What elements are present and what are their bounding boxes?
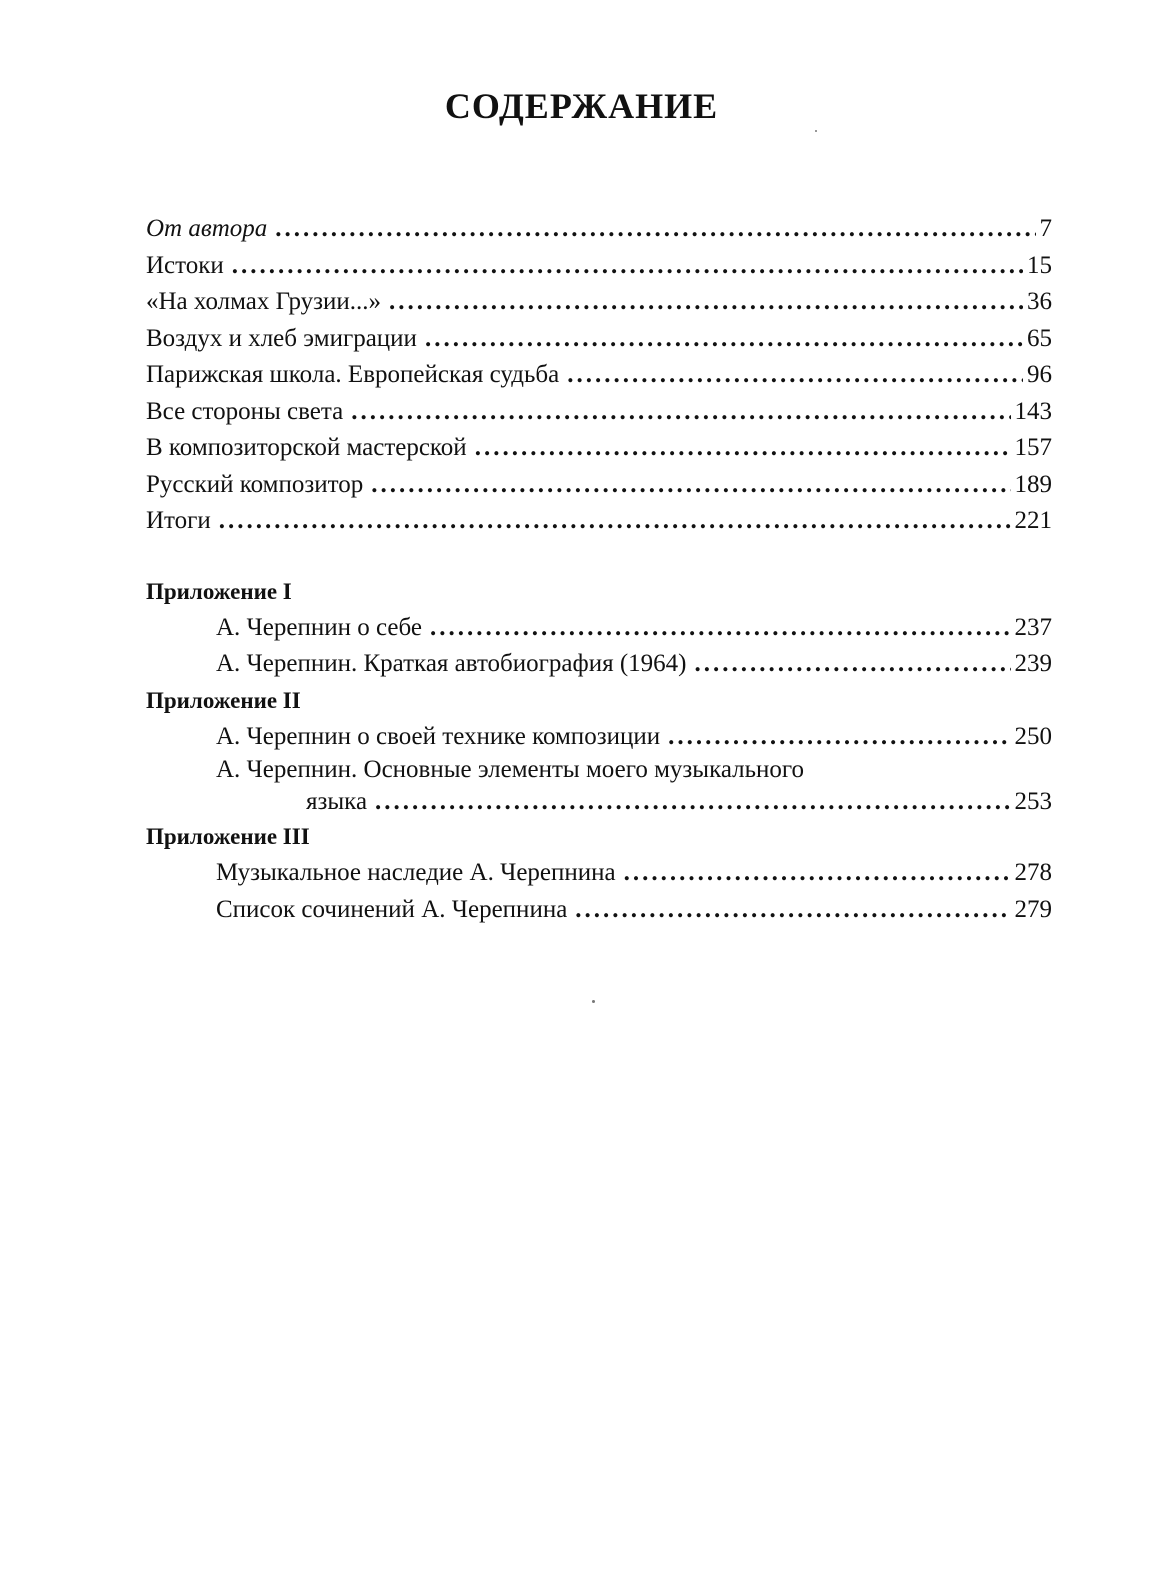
dot-leader xyxy=(430,610,1011,647)
dot-leader xyxy=(575,892,1010,929)
toc-entry-page: 189 xyxy=(1014,470,1052,498)
toc-entry-page: 65 xyxy=(1027,324,1052,352)
dot-leader xyxy=(668,719,1010,756)
toc-entry-all-sides[interactable] xyxy=(146,394,1052,431)
toc-entry-label: Воздух и хлеб эмиграции xyxy=(146,324,417,352)
toc-entry-page: 279 xyxy=(1014,895,1052,923)
toc-entry-label: Парижская школа. Европейская судьба xyxy=(146,361,560,388)
dot-leader xyxy=(351,394,1010,431)
toc-entry-works-list[interactable] xyxy=(146,892,1052,929)
dot-leader xyxy=(275,211,1035,248)
dot-leader xyxy=(219,503,1011,540)
dot-leader xyxy=(232,248,1023,285)
toc-entry-label: А. Черепнин. Краткая автобиография (1964) xyxy=(216,650,687,677)
toc-entry-results[interactable] xyxy=(146,503,1052,540)
toc-entry-georgia-hills[interactable] xyxy=(146,284,1052,321)
toc-entry-page: 143 xyxy=(1014,397,1052,425)
table-of-contents xyxy=(146,211,1052,928)
toc-entry-page: 237 xyxy=(1014,613,1052,641)
toc-entry-page: 7 xyxy=(1039,215,1052,242)
toc-entry-label: языка xyxy=(306,788,368,815)
dot-leader xyxy=(694,646,1010,683)
toc-entry-page: 239 xyxy=(1014,650,1052,677)
toc-entry-russian-composer[interactable] xyxy=(146,467,1052,504)
toc-entry-about-self[interactable] xyxy=(146,610,1052,647)
toc-entry-label: А. Черепнин о своей технике композиции xyxy=(216,722,661,750)
dot-leader xyxy=(475,430,1011,467)
toc-entry-legacy[interactable] xyxy=(146,855,1052,892)
toc-entry-page: 278 xyxy=(1014,859,1052,886)
toc-entry-label: Музыкальное наследие А. Черепнина xyxy=(216,859,616,886)
toc-entry-label: Список сочинений А. Черепнина xyxy=(216,895,568,923)
appendix-3-heading: Приложение III xyxy=(146,824,310,849)
toc-entry-workshop[interactable] xyxy=(146,430,1052,467)
dot-leader xyxy=(425,321,1023,358)
toc-entry-page: 221 xyxy=(1014,507,1052,534)
toc-entry-page: 157 xyxy=(1014,434,1052,461)
toc-entry-label: Русский композитор xyxy=(146,470,364,498)
appendix-2-heading: Приложение II xyxy=(146,687,301,713)
toc-entry-page: 250 xyxy=(1014,722,1052,750)
scan-speck xyxy=(815,130,817,132)
toc-entry-label: От автора xyxy=(146,215,268,242)
toc-entry-autobiography[interactable] xyxy=(146,646,1052,683)
toc-entry-from-author[interactable] xyxy=(146,211,1052,248)
toc-entry-page: 15 xyxy=(1027,251,1052,279)
dot-leader xyxy=(375,785,1010,819)
toc-entry-label: Все стороны света xyxy=(146,397,344,425)
toc-entry-elements[interactable] xyxy=(146,785,1052,819)
dot-leader xyxy=(567,357,1023,394)
toc-entry-paris-school[interactable] xyxy=(146,357,1052,394)
page-title: СОДЕРЖАНИЕ xyxy=(444,86,719,126)
toc-entry-page: 36 xyxy=(1027,288,1052,315)
toc-entry-technique[interactable] xyxy=(146,719,1052,756)
toc-entry-origins[interactable] xyxy=(146,248,1052,285)
toc-entry-page: 96 xyxy=(1027,361,1052,388)
dot-leader xyxy=(389,284,1023,321)
toc-entry-label: «На холмах Грузии...» xyxy=(146,288,382,315)
toc-entry-label: Итоги xyxy=(146,507,211,534)
dot-leader xyxy=(371,467,1010,504)
appendix-1-heading: Приложение I xyxy=(146,578,292,604)
scan-speck xyxy=(592,1000,595,1003)
toc-entry-elements-line1[interactable]: А. Черепнин. Основные элементы моего музыкального xyxy=(216,756,805,783)
section-gap xyxy=(146,540,1052,574)
dot-leader xyxy=(624,855,1011,892)
toc-entry-label: В композиторской мастерской xyxy=(146,434,467,461)
toc-entry-label: А. Черепнин о себе xyxy=(216,613,422,641)
toc-entry-label: Истоки xyxy=(146,251,224,279)
toc-entry-page: 253 xyxy=(1014,788,1052,815)
toc-entry-emigration[interactable] xyxy=(146,321,1052,358)
